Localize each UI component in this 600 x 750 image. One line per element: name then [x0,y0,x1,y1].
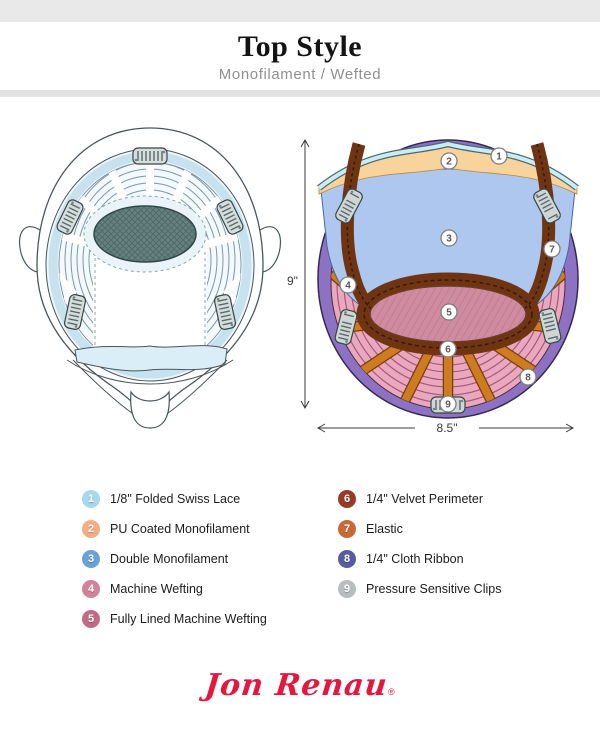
legend-label: 1/4" Velvet Perimeter [366,492,483,506]
legend-badge-5: 5 [82,610,100,628]
legend-item [82,604,267,634]
marker-1 [491,148,507,164]
jon-renau-logo: Jon Renau [203,668,390,703]
legend-label: Machine Wefting [110,582,203,596]
svg-text:1: 1 [496,151,502,163]
monofilament-top [84,196,206,272]
footer [0,668,600,703]
title-block [0,22,600,90]
clip-icon [133,148,167,164]
legend-item [338,544,501,574]
marker-9 [440,396,456,412]
registered-mark: ® [387,687,395,697]
legend-item [82,574,267,604]
legend-badge-4: 4 [82,580,100,598]
legend-item [338,514,501,544]
svg-text:6: 6 [445,344,451,356]
svg-text:3: 3 [446,233,452,245]
legend-item [82,544,267,574]
marker-2 [441,153,457,169]
svg-text:5: 5 [446,307,452,319]
width-label: 8.5" [436,421,458,435]
legend-badge-6: 6 [338,490,356,508]
legend-label: 1/8" Folded Swiss Lace [110,492,241,506]
svg-text:9: 9 [445,399,451,411]
legend-badge-8: 8 [338,550,356,568]
legend-badge-2: 2 [82,520,100,538]
legend-item [82,484,267,514]
height-arrow [301,140,309,408]
cap-construction-diagram [285,128,600,440]
marker-6 [440,341,456,357]
legend-label: Double Monofilament [110,552,229,566]
legend-label: Elastic [366,522,403,536]
legend-item [338,574,501,604]
marker-7 [544,241,560,257]
svg-text:7: 7 [549,244,555,256]
legend-label: PU Coated Monofilament [110,522,250,536]
legend-badge-3: 3 [82,550,100,568]
legend-label: Pressure Sensitive Clips [366,582,502,596]
marker-8 [520,369,536,385]
marker-5 [441,304,457,320]
marker-4 [340,277,356,293]
cap-top-view-diagram [15,120,285,435]
svg-text:8: 8 [525,372,531,384]
marker-3 [441,230,457,246]
legend-item [338,484,501,514]
legend-left-column [82,484,267,634]
top-gray-band [0,0,600,22]
page-subtitle: Monofilament / Wefted [218,66,382,83]
svg-text:4: 4 [345,280,351,292]
legend-right-column [338,484,501,604]
legend-badge-1: 1 [82,490,100,508]
legend-item [82,514,267,544]
legend-label: 1/4" Cloth Ribbon [366,552,464,566]
divider-band [0,90,600,97]
svg-text:2: 2 [446,156,452,168]
legend-badge-7: 7 [338,520,356,538]
legend-badge-9: 9 [338,580,356,598]
legend-label: Fully Lined Machine Wefting [110,612,267,626]
height-label: 9" [287,274,298,288]
page-title: Top Style [237,30,363,63]
